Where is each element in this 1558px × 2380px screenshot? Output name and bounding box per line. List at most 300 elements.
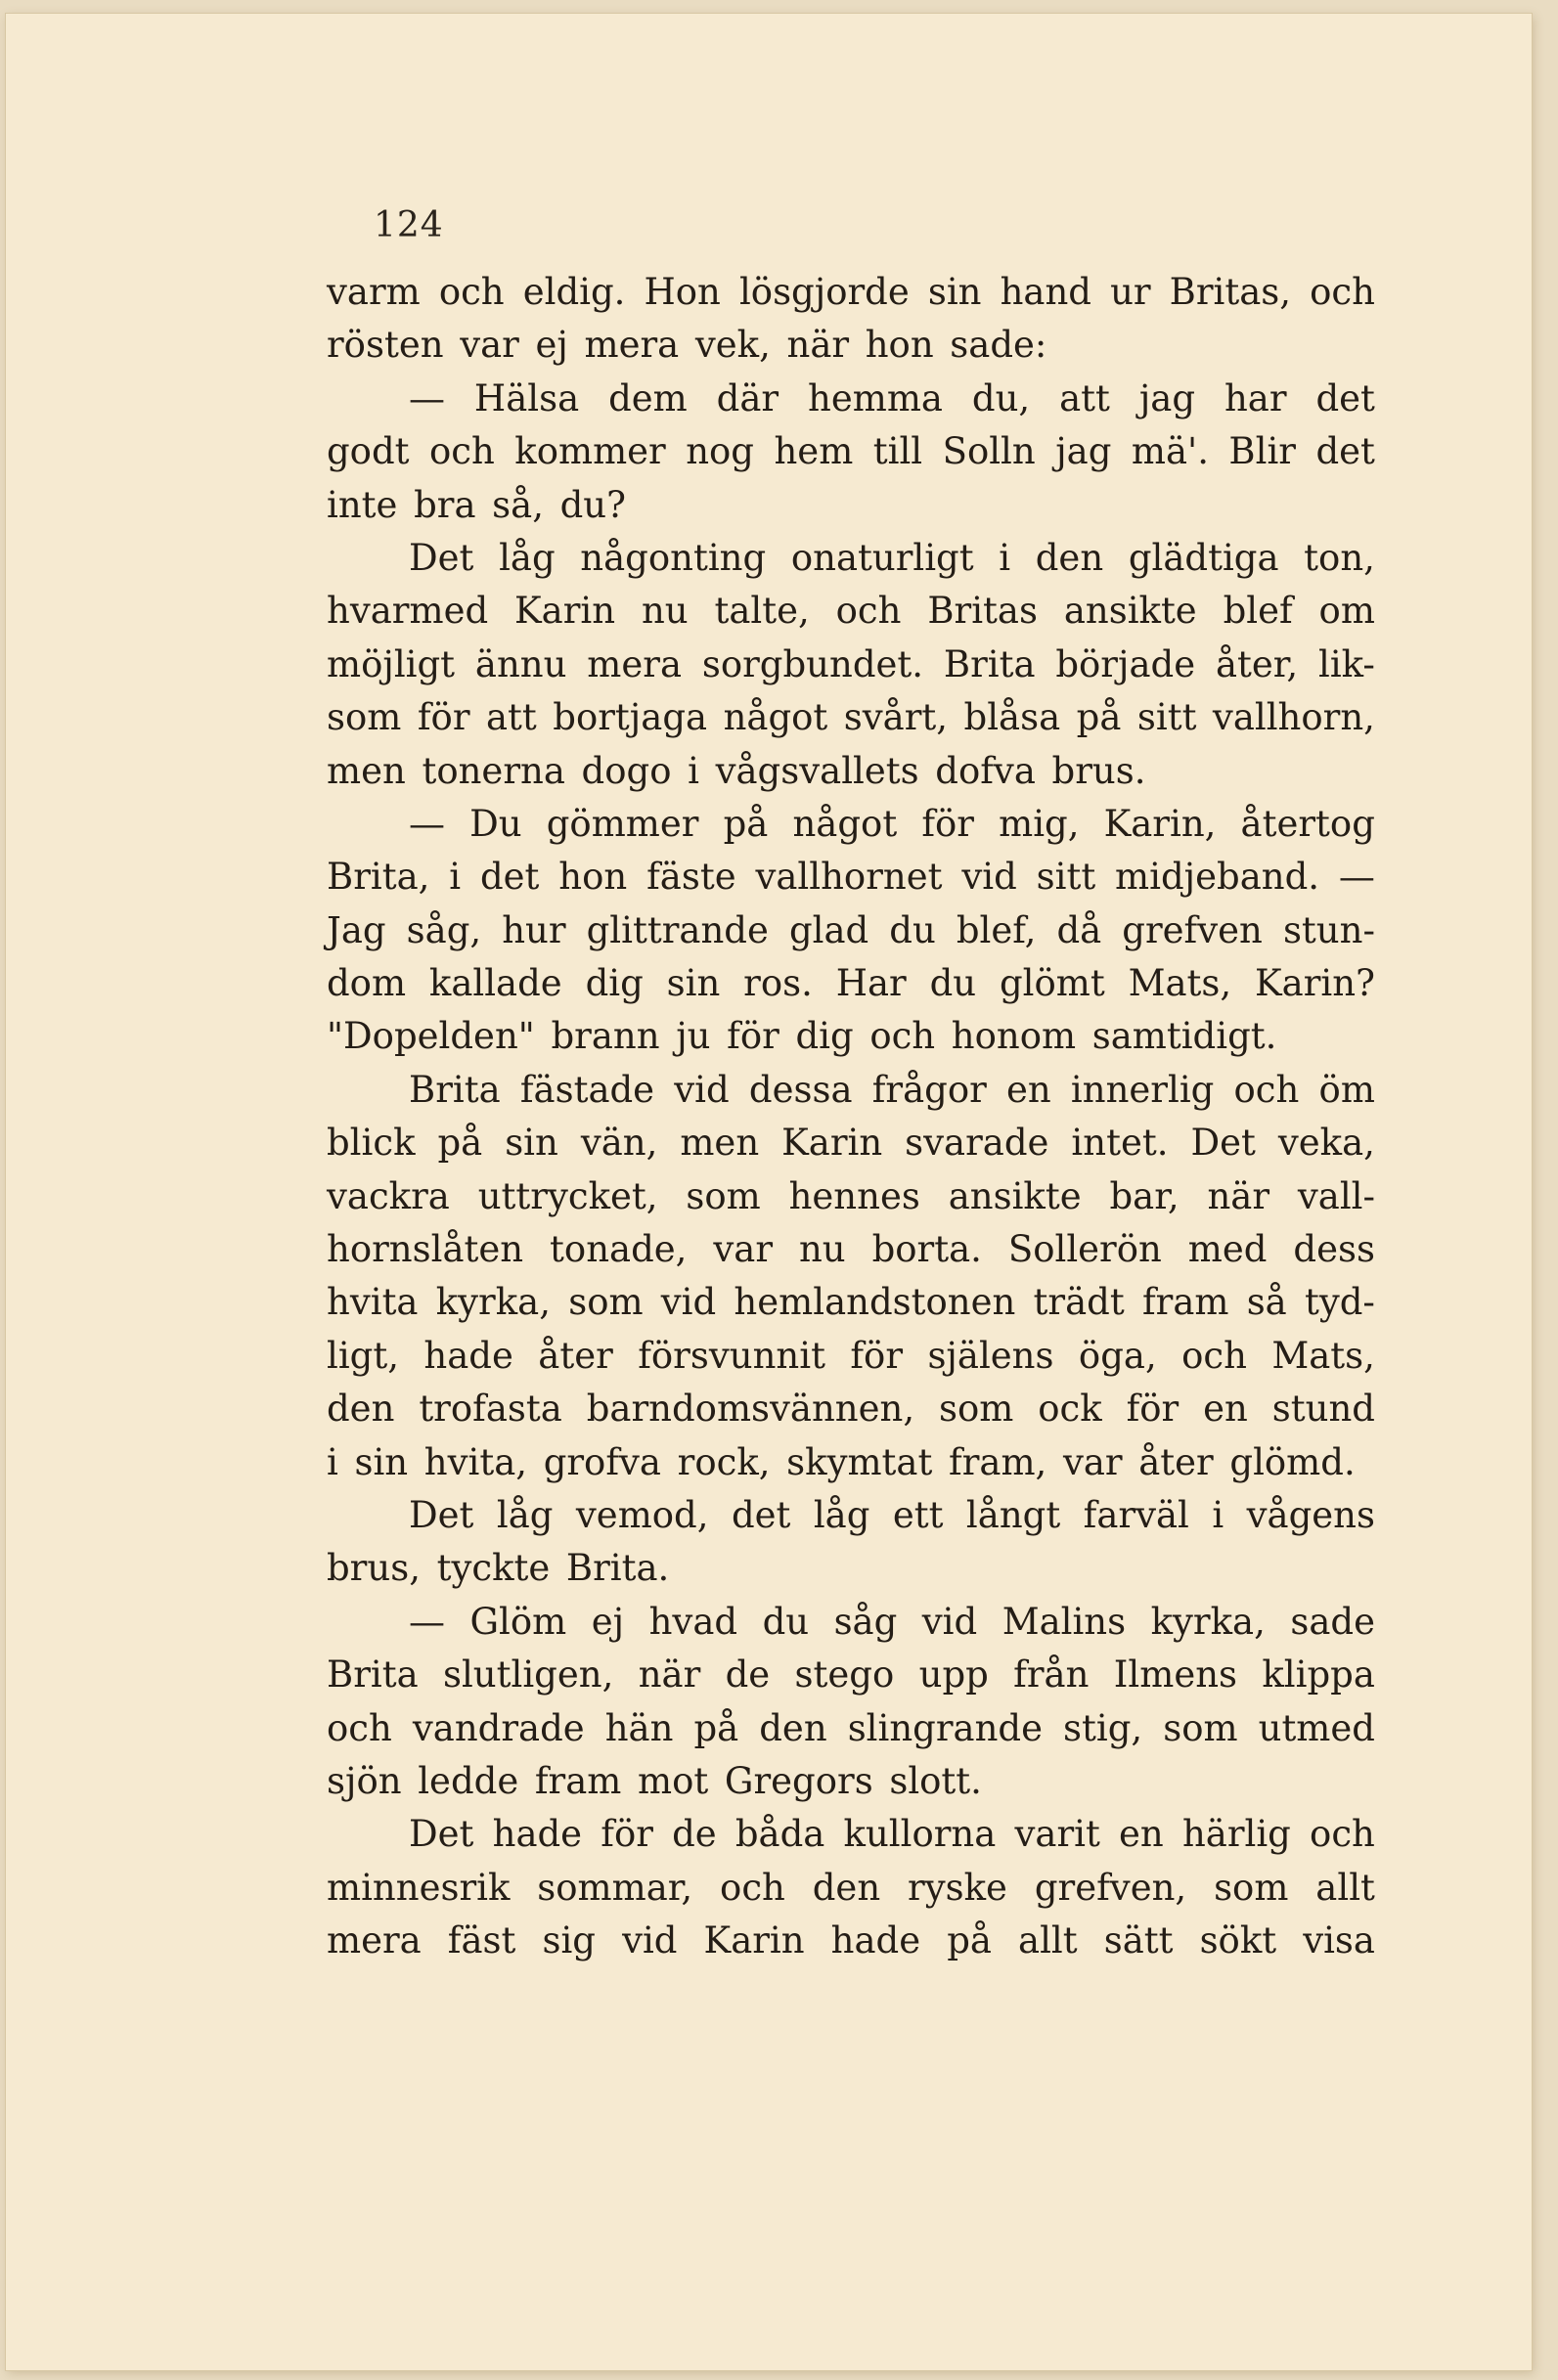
word: — <box>1338 856 1375 899</box>
word: för <box>850 1334 904 1377</box>
word: sin <box>354 1440 409 1483</box>
word: i <box>1212 1493 1224 1536</box>
word: rock, <box>677 1440 771 1483</box>
word: en <box>1005 1068 1051 1111</box>
word: grefven <box>1122 908 1263 951</box>
word: tyckte <box>436 1547 551 1590</box>
word: blef <box>1223 590 1293 633</box>
text-line <box>327 1489 1375 1542</box>
word: såg, <box>406 908 482 951</box>
word: grofva <box>543 1440 661 1483</box>
word: Har <box>835 962 907 1005</box>
word: Ilmens <box>1113 1653 1238 1697</box>
word: ton, <box>1304 536 1375 579</box>
word: jag <box>1138 376 1196 419</box>
word: veka, <box>1277 1122 1375 1165</box>
word: bar, <box>1109 1174 1180 1217</box>
word: men <box>680 1122 760 1165</box>
word: glömt <box>999 962 1105 1005</box>
text-line <box>327 957 1375 1010</box>
word: Det <box>409 536 474 579</box>
word: glad <box>788 908 869 951</box>
word: dessa <box>748 1068 853 1111</box>
text-line <box>327 691 1375 744</box>
word: upp <box>918 1653 989 1697</box>
word: mera <box>587 642 683 685</box>
word: ryske <box>908 1866 1007 1909</box>
word: du <box>762 1600 810 1643</box>
word: du <box>929 962 977 1005</box>
word: hvita <box>327 1281 419 1324</box>
word: om <box>1318 590 1375 633</box>
text-line <box>327 1330 1375 1383</box>
word: sorgbundet. <box>701 642 924 685</box>
word: ock <box>1038 1388 1102 1431</box>
word: samtidigt. <box>1091 1015 1277 1058</box>
word: fram <box>534 1759 622 1802</box>
text-line <box>327 1862 1375 1915</box>
word: Brita <box>327 1653 419 1697</box>
word: och <box>1310 271 1375 313</box>
word: Karin? <box>1255 962 1375 1005</box>
word: Brita, <box>327 856 430 899</box>
word: sommar, <box>537 1866 693 1909</box>
word: glömd. <box>1229 1440 1356 1483</box>
word: Brita. <box>565 1547 670 1590</box>
word: dig <box>795 1015 854 1058</box>
word: möjligt <box>327 642 456 685</box>
word: grefven, <box>1034 1866 1187 1909</box>
word: fram <box>1141 1281 1229 1324</box>
word: dig <box>585 962 644 1005</box>
word: och <box>438 271 505 313</box>
word: där <box>716 376 779 419</box>
word: Britas, <box>1169 271 1292 313</box>
word: vackra <box>327 1174 450 1217</box>
body-text <box>327 266 1375 1968</box>
text-line <box>327 639 1375 691</box>
word: Britas <box>927 590 1038 633</box>
word: som <box>1163 1706 1238 1749</box>
word: i <box>688 749 699 792</box>
word: blick <box>327 1122 416 1165</box>
word: sjön <box>327 1759 402 1802</box>
word: för <box>601 1813 653 1856</box>
word: som <box>1214 1866 1289 1909</box>
word: låg <box>496 1493 554 1536</box>
word: Karin <box>781 1122 883 1165</box>
word: bra <box>414 483 476 526</box>
word: vandrade <box>412 1706 585 1749</box>
word: i <box>327 1440 338 1483</box>
word: sin <box>666 962 721 1005</box>
word: inte <box>327 483 398 526</box>
word: åter <box>538 1334 613 1377</box>
word: ansikte <box>948 1174 1082 1217</box>
word: på <box>437 1122 483 1165</box>
word: på <box>723 802 769 845</box>
word: "Dopelden" <box>327 1015 535 1058</box>
word: hornslåten <box>327 1228 524 1271</box>
word: en <box>1119 1813 1164 1856</box>
word: hon <box>865 324 934 367</box>
word: sätt <box>1103 1919 1174 1962</box>
word: var <box>713 1228 774 1271</box>
word: låg <box>499 536 556 579</box>
word: var <box>460 324 519 367</box>
text-line <box>327 373 1375 425</box>
word: vågens <box>1246 1493 1375 1536</box>
word: trädt <box>1033 1281 1125 1324</box>
word: ett <box>892 1493 944 1536</box>
word: för <box>921 802 974 845</box>
word: sig <box>542 1919 596 1962</box>
text-line <box>327 1702 1375 1755</box>
word: mig, <box>999 802 1080 845</box>
word: vek, <box>694 324 771 367</box>
word: vid <box>622 1919 678 1962</box>
word: — <box>409 1600 445 1643</box>
word: vallhornet <box>755 856 943 899</box>
word: det <box>731 1493 791 1536</box>
word: vemod, <box>575 1493 709 1536</box>
word: den <box>759 1706 827 1749</box>
word: när <box>786 324 850 367</box>
word: hon <box>558 856 628 899</box>
word: någonting <box>580 536 767 579</box>
word: mera <box>327 1919 422 1962</box>
word: allt <box>1315 1866 1375 1909</box>
word: sin <box>505 1122 558 1165</box>
word: glittrande <box>586 908 769 951</box>
word: själens <box>927 1334 1054 1377</box>
text-line <box>327 1596 1375 1649</box>
word: båda <box>734 1813 825 1856</box>
word: för <box>1126 1388 1180 1431</box>
text-line <box>327 1383 1375 1435</box>
text-line <box>327 1117 1375 1169</box>
text-line <box>327 1223 1375 1276</box>
word: Glöm <box>469 1600 567 1643</box>
word: bortjaga <box>553 696 708 739</box>
word: hvarmed <box>327 590 489 633</box>
word: trofasta <box>419 1388 562 1431</box>
word: blåsa <box>963 696 1061 739</box>
word: brus. <box>1051 749 1146 792</box>
word: hade <box>492 1813 583 1856</box>
word: brus, <box>327 1547 421 1590</box>
word: nu <box>641 590 689 633</box>
word: honom <box>951 1015 1077 1058</box>
word: de <box>725 1653 771 1697</box>
word: något <box>792 802 898 845</box>
book-page <box>6 14 1532 2370</box>
word: fäste <box>646 856 736 899</box>
word: Det <box>409 1493 474 1536</box>
word: öga, <box>1078 1334 1157 1377</box>
word: som <box>939 1388 1014 1431</box>
word: ligt, <box>327 1334 399 1377</box>
word: sökt <box>1199 1919 1277 1962</box>
word: vid <box>961 856 1017 899</box>
word: Karin <box>514 590 616 633</box>
word: du <box>889 908 936 951</box>
word: Solln <box>942 430 1036 473</box>
word: Blir <box>1228 430 1296 473</box>
word: och <box>1233 1068 1300 1111</box>
text-line <box>327 1436 1375 1489</box>
word: var <box>1062 1440 1123 1483</box>
text-line <box>327 479 1375 532</box>
word: i <box>449 856 462 899</box>
word: vallhorn, <box>1212 696 1375 739</box>
word: den <box>812 1866 881 1909</box>
word: lösgjorde <box>738 271 910 313</box>
word: och <box>428 430 495 473</box>
word: dom <box>327 962 407 1005</box>
word: Brita <box>943 642 1036 685</box>
word: talte, <box>714 590 810 633</box>
word: hem <box>774 430 854 473</box>
word: Du <box>469 802 522 845</box>
word: återtog <box>1240 802 1375 845</box>
word: kommer <box>514 430 666 473</box>
word: intet. <box>1071 1122 1169 1165</box>
word: så, <box>492 483 544 526</box>
word: Malins <box>1002 1600 1127 1643</box>
text-line <box>327 798 1375 851</box>
word: vid <box>921 1600 978 1643</box>
word: det <box>479 856 540 899</box>
word: dem <box>608 376 688 419</box>
word: och <box>1310 1813 1375 1856</box>
word: sade: <box>950 324 1047 367</box>
word: dogo <box>581 749 672 792</box>
word: du, <box>971 376 1031 419</box>
word: hade <box>830 1919 921 1962</box>
word: kallade <box>428 962 562 1005</box>
word: hand <box>1000 271 1091 313</box>
word: stund <box>1271 1388 1375 1431</box>
word: så <box>1246 1281 1287 1324</box>
word: långt <box>965 1493 1061 1536</box>
word: jag <box>1055 430 1112 473</box>
word: fästade <box>519 1068 655 1111</box>
text-line <box>327 745 1375 798</box>
word: glädtiga <box>1128 536 1279 579</box>
word: kullorna <box>843 1813 997 1856</box>
word: och <box>720 1866 785 1909</box>
text-line <box>327 425 1375 478</box>
word: ansikte <box>1063 590 1197 633</box>
word: ännu <box>474 642 567 685</box>
page-number: 124 <box>374 205 444 245</box>
word: sitt <box>1036 856 1096 899</box>
word: en <box>1203 1388 1248 1431</box>
word: fäst <box>447 1919 516 1962</box>
word: och <box>1181 1334 1247 1377</box>
word: Hälsa <box>473 376 580 419</box>
text-line <box>327 1170 1375 1223</box>
word: kyrka, <box>1150 1600 1266 1643</box>
word: den <box>327 1388 395 1431</box>
text-line <box>327 1542 1375 1595</box>
word: mot <box>638 1759 709 1802</box>
word: klippa <box>1262 1653 1375 1697</box>
word: på <box>1076 696 1122 739</box>
word: låg <box>813 1493 870 1536</box>
word: som <box>568 1281 644 1324</box>
word: det <box>1315 430 1375 473</box>
word: kyrka, <box>435 1281 551 1324</box>
word: såg <box>833 1600 898 1643</box>
word: att <box>486 696 537 739</box>
word: sin <box>927 271 982 313</box>
word: — <box>409 802 445 845</box>
word: brann <box>551 1015 660 1058</box>
word: varit <box>1014 1813 1100 1856</box>
word: men <box>327 749 406 792</box>
word: när <box>638 1653 701 1697</box>
word: Det <box>1190 1122 1256 1165</box>
text-line <box>327 904 1375 957</box>
word: till <box>872 430 923 473</box>
word: farväl <box>1083 1493 1189 1536</box>
word: visa <box>1303 1919 1375 1962</box>
word: för <box>727 1015 779 1058</box>
word: stun- <box>1282 908 1375 951</box>
text-line <box>327 851 1375 904</box>
word: mera <box>584 324 680 367</box>
word: då <box>1056 908 1102 951</box>
word: Karin <box>703 1919 805 1962</box>
word: hennes <box>788 1174 920 1217</box>
word: den <box>1035 536 1104 579</box>
word: stego <box>794 1653 895 1697</box>
word: från <box>1013 1653 1090 1697</box>
word: minnesrik <box>327 1866 511 1909</box>
text-line <box>327 1808 1375 1861</box>
word: något <box>723 696 828 739</box>
word: godt <box>327 430 410 473</box>
word: mä'. <box>1131 430 1209 473</box>
word: barndomsvännen, <box>586 1388 915 1431</box>
word: ur <box>1110 271 1151 313</box>
word: slingrande <box>847 1706 1044 1749</box>
word: på <box>693 1706 739 1749</box>
word: vall- <box>1297 1174 1375 1217</box>
word: gömmer <box>546 802 699 845</box>
word: hemlandstonen <box>734 1281 1016 1324</box>
word: för <box>417 696 470 739</box>
word: stig, <box>1063 1706 1143 1749</box>
text-line <box>327 532 1375 585</box>
word: hur <box>502 908 566 951</box>
word: att <box>1059 376 1110 419</box>
word: blef, <box>956 908 1037 951</box>
word: försvunnit <box>638 1334 825 1377</box>
word: utmed <box>1258 1706 1375 1749</box>
word: Jag <box>327 908 386 951</box>
word: de <box>672 1813 717 1856</box>
word: ju <box>676 1015 711 1058</box>
word: tyd- <box>1304 1281 1375 1324</box>
word: på <box>947 1919 992 1962</box>
text-line <box>327 585 1375 638</box>
word: innerlig <box>1070 1068 1215 1111</box>
word: frågor <box>871 1068 987 1111</box>
word: varm <box>327 271 421 313</box>
word: och <box>835 590 902 633</box>
text-line <box>327 1915 1375 1967</box>
word: nu <box>798 1228 846 1271</box>
word: Hon <box>644 271 721 313</box>
word: som <box>686 1174 761 1217</box>
word: skymtat <box>786 1440 933 1483</box>
text-line <box>327 266 1375 319</box>
word: ros. <box>743 962 813 1005</box>
word: och <box>869 1015 936 1058</box>
word: onaturligt <box>790 536 974 579</box>
word: du? <box>559 483 626 526</box>
word: slutligen, <box>442 1653 614 1697</box>
word: slott. <box>889 1759 982 1802</box>
text-line <box>327 1064 1375 1117</box>
word: Gregors <box>724 1759 873 1802</box>
word: när <box>1207 1174 1270 1217</box>
word: började <box>1055 642 1196 685</box>
word: Brita <box>409 1068 501 1111</box>
word: vågsvallets <box>715 749 919 792</box>
word: öm <box>1318 1068 1375 1111</box>
word: med <box>1187 1228 1268 1271</box>
word: midjeband. <box>1115 856 1320 899</box>
word: härlig <box>1181 1813 1291 1856</box>
word: hvad <box>648 1600 738 1643</box>
word: Sollerön <box>1007 1228 1162 1271</box>
text-line <box>327 319 1375 372</box>
word: Karin, <box>1103 802 1217 845</box>
word: tonerna <box>422 749 565 792</box>
text-line <box>327 1276 1375 1329</box>
word: och <box>327 1706 392 1749</box>
text-line <box>327 1010 1375 1063</box>
word: hvita, <box>423 1440 528 1483</box>
word: åter <box>1138 1440 1214 1483</box>
word: hän <box>604 1706 674 1749</box>
word: hemma <box>808 376 943 419</box>
word: ej <box>535 324 568 367</box>
word: vid <box>660 1281 717 1324</box>
word: Det <box>409 1813 474 1856</box>
word: dofva <box>935 749 1036 792</box>
word: uttrycket, <box>477 1174 658 1217</box>
word: som <box>327 696 402 739</box>
word: sitt <box>1136 696 1197 739</box>
word: vän, <box>580 1122 658 1165</box>
word: — <box>409 376 445 419</box>
word: borta. <box>871 1228 982 1271</box>
word: hade <box>423 1334 513 1377</box>
word: svarade <box>905 1122 1049 1165</box>
word: sade <box>1290 1600 1375 1643</box>
word: tonade, <box>550 1228 688 1271</box>
word: ledde <box>418 1759 519 1802</box>
word: fram, <box>949 1440 1047 1483</box>
word: åter, <box>1215 642 1299 685</box>
word: svårt, <box>843 696 949 739</box>
word: allt <box>1018 1919 1078 1962</box>
